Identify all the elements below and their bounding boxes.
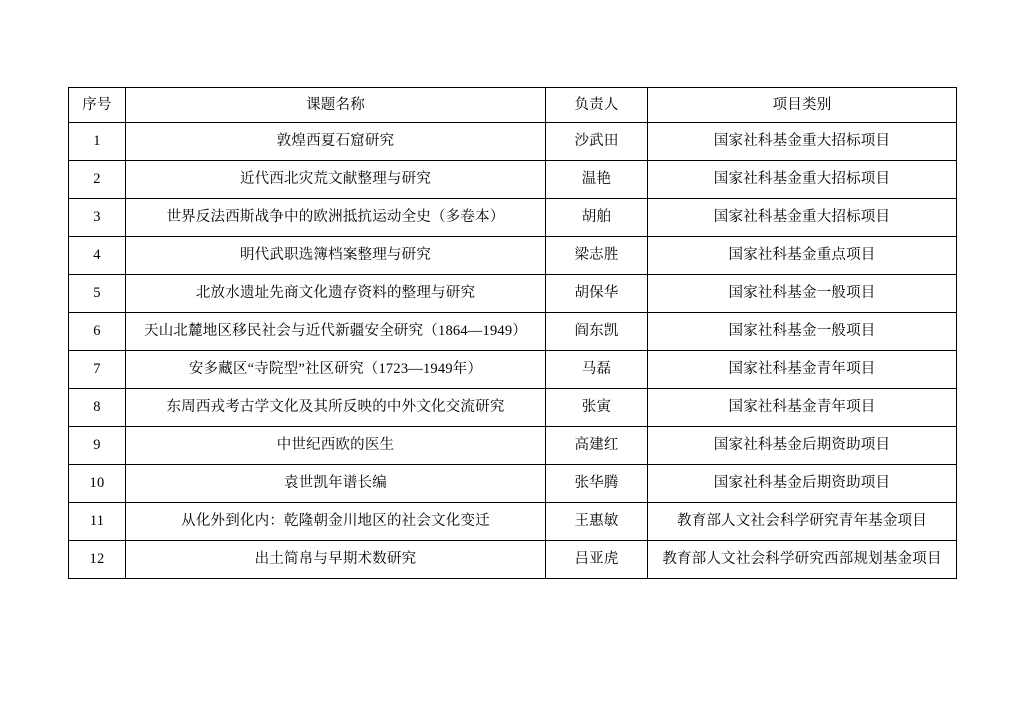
- cell-category: 国家社科基金一般项目: [648, 275, 957, 313]
- cell-category: 教育部人文社会科学研究青年基金项目: [648, 503, 957, 541]
- projects-table-container: [68, 87, 956, 579]
- cell-seq: 5: [69, 275, 126, 313]
- cell-person: 温艳: [546, 161, 648, 199]
- table-row: [69, 389, 957, 427]
- cell-person: 张寅: [546, 389, 648, 427]
- cell-category: 国家社科基金重大招标项目: [648, 199, 957, 237]
- column-header-seq-label: 序号: [82, 96, 112, 113]
- cell-category: 国家社科基金一般项目: [648, 313, 957, 351]
- cell-seq: 6: [69, 313, 126, 351]
- cell-title: 中世纪西欧的医生: [126, 427, 546, 465]
- cell-person: 胡保华: [546, 275, 648, 313]
- cell-title: 出土简帛与早期术数研究: [126, 541, 546, 579]
- cell-seq: 7: [69, 351, 126, 389]
- table-row: [69, 275, 957, 313]
- cell-title: 袁世凯年谱长编: [126, 465, 546, 503]
- cell-category: 国家社科基金重点项目: [648, 237, 957, 275]
- cell-seq: 9: [69, 427, 126, 465]
- cell-person: 王惠敏: [546, 503, 648, 541]
- table-row: [69, 541, 957, 579]
- cell-person: 吕亚虎: [546, 541, 648, 579]
- projects-table: [68, 87, 957, 579]
- cell-seq: 8: [69, 389, 126, 427]
- cell-person: 高建红: [546, 427, 648, 465]
- table-row: [69, 161, 957, 199]
- cell-seq: 1: [69, 123, 126, 161]
- column-header-category-label: 项目类别: [772, 96, 832, 113]
- table-row: [69, 123, 957, 161]
- cell-title: 东周西戎考古学文化及其所反映的中外文化交流研究: [126, 389, 546, 427]
- cell-title: 从化外到化内：乾隆朝金川地区的社会文化变迁: [126, 503, 546, 541]
- cell-title: 天山北麓地区移民社会与近代新疆安全研究（1864—1949）: [126, 313, 546, 351]
- table-row: [69, 465, 957, 503]
- table-row: [69, 237, 957, 275]
- cell-person: 沙武田: [546, 123, 648, 161]
- table-row: [69, 199, 957, 237]
- cell-category: 国家社科基金青年项目: [648, 351, 957, 389]
- cell-title: 近代西北灾荒文献整理与研究: [126, 161, 546, 199]
- column-header-seq: [69, 88, 126, 123]
- cell-seq: 12: [69, 541, 126, 579]
- table-row: [69, 313, 957, 351]
- cell-seq: 4: [69, 237, 126, 275]
- table-row: [69, 351, 957, 389]
- cell-seq: 11: [69, 503, 126, 541]
- table-row: [69, 503, 957, 541]
- column-header-person-label: 负责人: [574, 96, 619, 113]
- cell-person: 梁志胜: [546, 237, 648, 275]
- cell-person: 张华腾: [546, 465, 648, 503]
- cell-title: 敦煌西夏石窟研究: [126, 123, 546, 161]
- cell-title: 安多藏区“寺院型”社区研究（1723—1949年）: [126, 351, 546, 389]
- cell-title: 北放水遗址先商文化遗存资料的整理与研究: [126, 275, 546, 313]
- cell-seq: 2: [69, 161, 126, 199]
- cell-category: 国家社科基金后期资助项目: [648, 465, 957, 503]
- cell-title: 明代武职选簿档案整理与研究: [126, 237, 546, 275]
- table-row: [69, 427, 957, 465]
- cell-person: 马磊: [546, 351, 648, 389]
- cell-category: 国家社科基金重大招标项目: [648, 123, 957, 161]
- column-header-category: [648, 88, 957, 123]
- cell-title: 世界反法西斯战争中的欧洲抵抗运动全史（多卷本）: [126, 199, 546, 237]
- table-header: [69, 88, 957, 123]
- column-header-title: [126, 88, 546, 123]
- cell-person: 阎东凯: [546, 313, 648, 351]
- table-header-row: [69, 88, 957, 123]
- cell-seq: 10: [69, 465, 126, 503]
- table-body: [69, 123, 957, 579]
- cell-category: 国家社科基金后期资助项目: [648, 427, 957, 465]
- column-header-title-label: 课题名称: [306, 96, 365, 113]
- cell-category: 国家社科基金重大招标项目: [648, 161, 957, 199]
- cell-category: 国家社科基金青年项目: [648, 389, 957, 427]
- cell-person: 胡舶: [546, 199, 648, 237]
- cell-seq: 3: [69, 199, 126, 237]
- cell-category: 教育部人文社会科学研究西部规划基金项目: [648, 541, 957, 579]
- column-header-person: [546, 88, 648, 123]
